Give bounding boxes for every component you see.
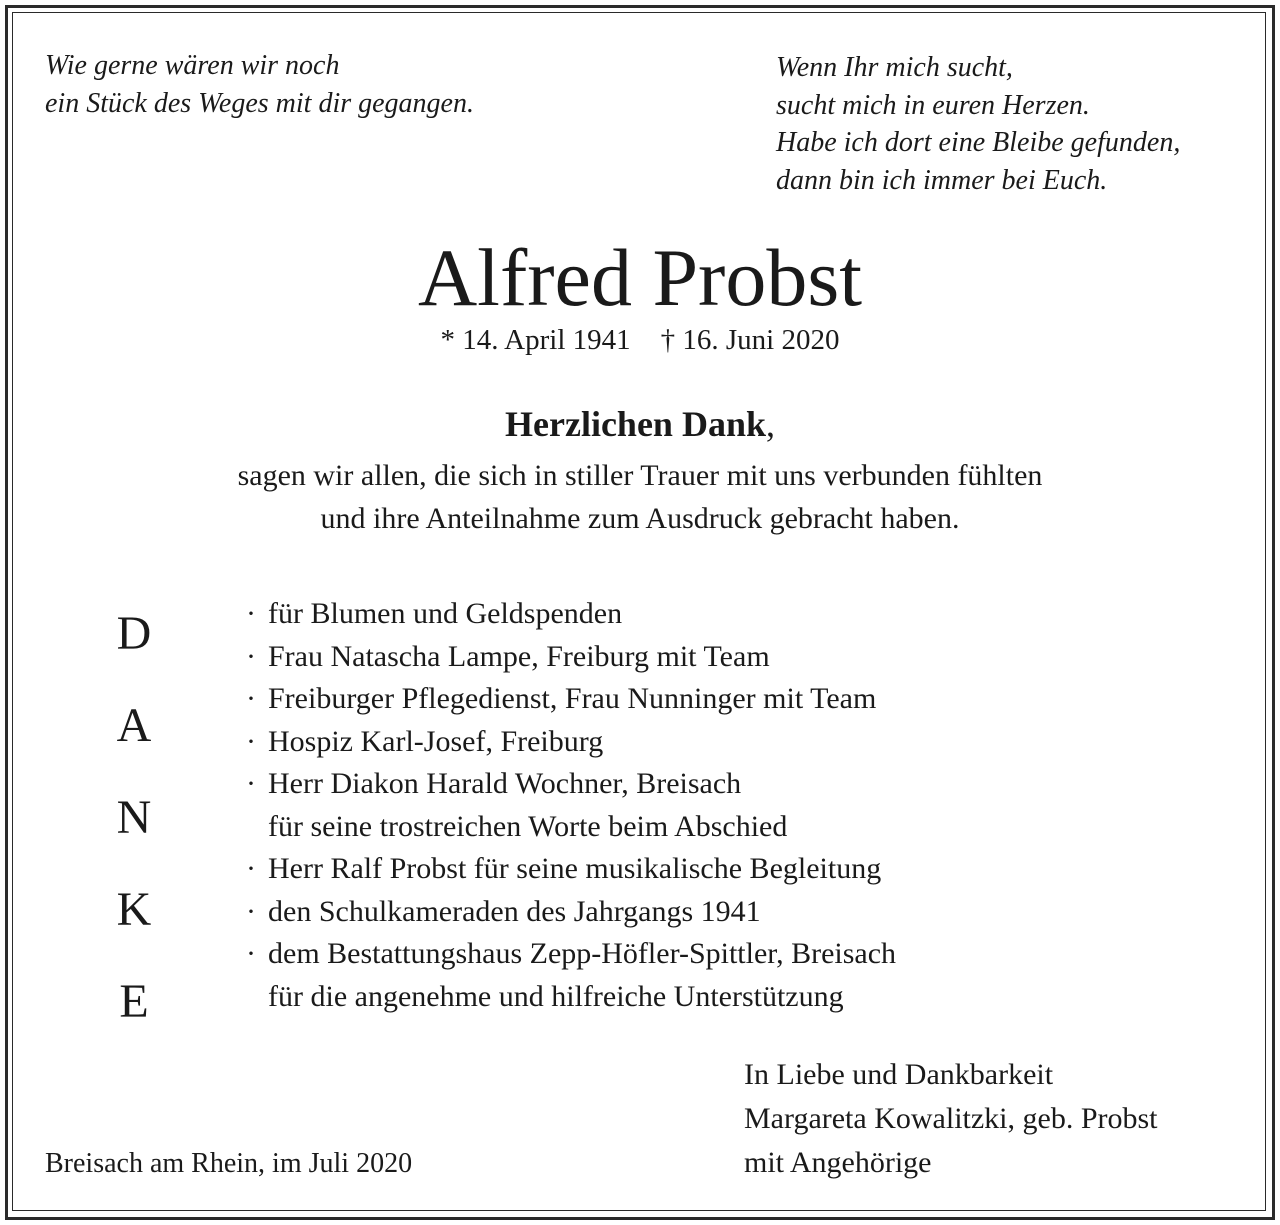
danke-letter: K [116, 883, 152, 936]
list-item [246, 891, 896, 934]
location-date: Breisach am Rhein, im Juli 2020 [45, 1148, 413, 1179]
list-item-continuation: für die angenehme und hilfreiche Unterstützung [268, 979, 844, 1013]
bullet: · [246, 639, 256, 673]
signature-line: In Liebe und Dankbarkeit [744, 1058, 1054, 1091]
signature-line: Margareta Kowalitzki, geb. Probst [744, 1102, 1158, 1135]
quote-right-line: dann bin ich immer bei Euch. [776, 164, 1108, 196]
thanks-text-line: sagen wir allen, die sich in stiller Trauer mit uns verbunden fühlten [237, 459, 1043, 492]
danke-vertical [100, 588, 168, 1048]
list-item-text: Herr Ralf Probst für seine musikalische Begleitung [268, 852, 882, 885]
quote-left-line: Wie gerne wären wir noch [45, 50, 340, 81]
list-item-continuation: für seine trostreichen Worte beim Abschied [268, 809, 788, 843]
thanks-heading [0, 402, 1280, 446]
thanks-heading-punct: , [765, 404, 775, 444]
quote-right [776, 49, 1180, 199]
list-item-text: Freiburger Pflegedienst, Frau Nunninger mit Team [268, 682, 877, 715]
thanks-heading-text: Herzlichen Dank [505, 404, 766, 444]
death-date: † 16. Juni 2020 [660, 324, 840, 356]
birth-date: * 14. April 1941 [440, 324, 631, 356]
quote-right-line: sucht mich in euren Herzen. [776, 89, 1090, 121]
thanks-text [0, 454, 1280, 540]
bullet: · [246, 852, 256, 885]
bullet: · [246, 937, 256, 970]
signature-line: mit Angehörige [744, 1146, 932, 1179]
bullet: · [246, 724, 256, 758]
list-item [246, 933, 896, 976]
thanks-list [246, 593, 896, 1018]
danke-letter: N [116, 791, 152, 844]
list-item-text: dem Bestattungshaus Zepp-Höfler-Spittler, Breisach [268, 937, 897, 970]
danke-letter: D [116, 607, 152, 660]
thanks-text-line: und ihre Anteilnahme zum Ausdruck gebracht haben. [320, 502, 960, 535]
list-item-text: für Blumen und Geldspenden [268, 597, 623, 630]
list-item [246, 636, 896, 679]
danke-letter: A [116, 699, 152, 752]
deceased-name: Alfred Probst [417, 232, 863, 323]
list-item [246, 763, 896, 806]
list-item-text: Herr Diakon Harald Wochner, Breisach [268, 767, 742, 800]
signature-block [744, 1053, 1158, 1185]
bullet: · [246, 894, 256, 928]
list-item [246, 678, 896, 721]
list-item [246, 593, 896, 636]
bullet: · [246, 682, 256, 715]
quote-left-line: ein Stück des Weges mit dir gegangen. [45, 87, 474, 119]
list-item-text: Frau Natascha Lampe, Freiburg mit Team [268, 639, 770, 673]
list-item [246, 721, 896, 764]
list-item [246, 848, 896, 891]
danke-letter: E [119, 975, 149, 1028]
quote-left [45, 47, 474, 122]
quote-right-line: Wenn Ihr mich sucht, [776, 52, 1013, 83]
list-item-text: Hospiz Karl-Josef, Freiburg [268, 724, 604, 758]
bullet: · [246, 767, 256, 800]
bullet: · [246, 597, 256, 630]
quote-right-line: Habe ich dort eine Bleibe gefunden, [776, 127, 1181, 158]
list-item-text: den Schulkameraden des Jahrgangs 1941 [268, 894, 761, 928]
life-dates [0, 321, 1280, 359]
